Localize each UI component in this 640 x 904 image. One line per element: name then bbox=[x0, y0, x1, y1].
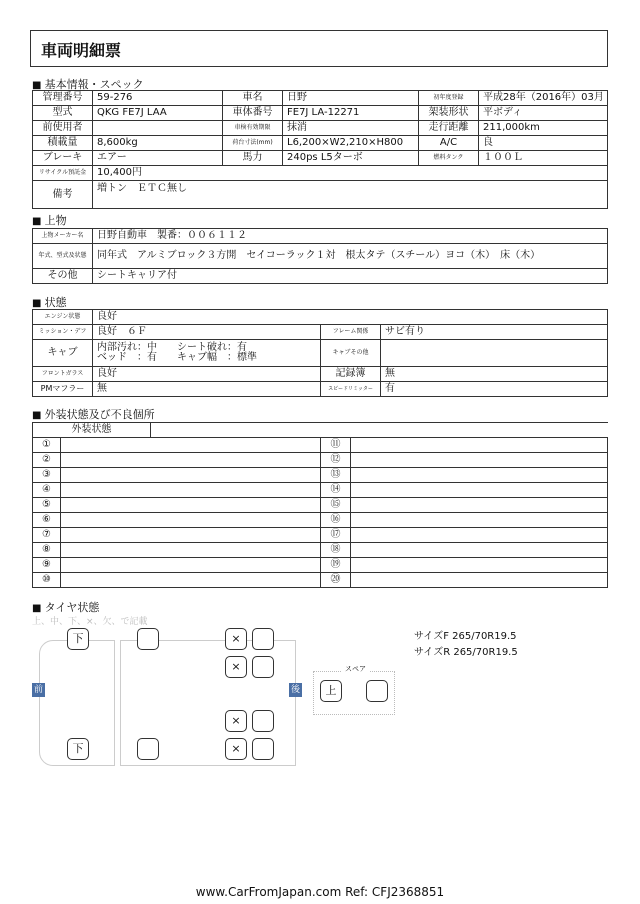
limiter-value: 有 bbox=[381, 382, 608, 397]
tire-front-left: 下 bbox=[67, 628, 89, 650]
record-label: 記録簿 bbox=[321, 367, 381, 382]
exterior-note bbox=[351, 468, 608, 483]
muffler-value: 無 bbox=[93, 382, 321, 397]
cab-line-1: 内部汚れ：中 シート破れ：有 bbox=[97, 342, 247, 353]
row-number: ⑭ bbox=[321, 483, 351, 498]
exterior-note bbox=[351, 483, 608, 498]
tire-rear-outer: × bbox=[225, 656, 247, 678]
exterior-row bbox=[33, 513, 608, 528]
tire-mid-left bbox=[137, 628, 159, 650]
row-number: ⑲ bbox=[321, 558, 351, 573]
row-number: ① bbox=[33, 438, 61, 453]
row-number: ⑦ bbox=[33, 528, 61, 543]
field-label: A/C bbox=[419, 136, 479, 151]
tire-rear-outer: × bbox=[225, 710, 247, 732]
row-number: ⑰ bbox=[321, 528, 351, 543]
exterior-note bbox=[351, 558, 608, 573]
exterior-note bbox=[351, 498, 608, 513]
tire-size-front: サイズF 265/70R19.5 bbox=[414, 631, 517, 642]
tire-rear-inner bbox=[252, 656, 274, 678]
field-label: 初年度登録 bbox=[419, 91, 479, 106]
section-basic-heading: ■ 基本情報・スペック bbox=[32, 76, 144, 92]
field-value: 良 bbox=[479, 136, 608, 151]
body-maker-label: 上物メーカー名 bbox=[33, 229, 93, 244]
field-label: ブレーキ bbox=[33, 151, 93, 166]
tire-rear-outer: × bbox=[225, 628, 247, 650]
exterior-header: 外装状態 bbox=[33, 423, 151, 438]
field-value: 59-276 bbox=[93, 91, 223, 106]
field-value: 抹消 bbox=[283, 121, 419, 136]
condition-table bbox=[32, 309, 608, 397]
field-label: 型式 bbox=[33, 106, 93, 121]
field-value: 211,000km bbox=[479, 121, 608, 136]
exterior-note bbox=[61, 483, 321, 498]
row-number: ⑮ bbox=[321, 498, 351, 513]
row-number: ⑤ bbox=[33, 498, 61, 513]
tire-front-right: 下 bbox=[67, 738, 89, 760]
exterior-note bbox=[351, 543, 608, 558]
field-value: FE7J LA-12271 bbox=[283, 106, 419, 121]
tire-rear-inner bbox=[252, 628, 274, 650]
field-label: 管理番号 bbox=[33, 91, 93, 106]
field-label: 車名 bbox=[223, 91, 283, 106]
field-value: 8,600kg bbox=[93, 136, 223, 151]
exterior-row bbox=[33, 543, 608, 558]
field-label: 積載量 bbox=[33, 136, 93, 151]
exterior-note bbox=[61, 453, 321, 468]
field-label: 架装形状 bbox=[419, 106, 479, 121]
field-value: 日野 bbox=[283, 91, 419, 106]
exterior-note bbox=[61, 438, 321, 453]
exterior-row bbox=[33, 528, 608, 543]
row-number: ⑧ bbox=[33, 543, 61, 558]
field-label: 車検有効期限 bbox=[223, 121, 283, 136]
exterior-note bbox=[351, 573, 608, 588]
field-value: 平成28年（2016年）03月 bbox=[479, 91, 608, 106]
body-maker-value: 日野自動車 製番：００６１１２ bbox=[93, 229, 608, 244]
field-label: 車体番号 bbox=[223, 106, 283, 121]
exterior-note bbox=[351, 438, 608, 453]
exterior-row bbox=[33, 483, 608, 498]
row-number: ② bbox=[33, 453, 61, 468]
exterior-note bbox=[351, 453, 608, 468]
record-value: 無 bbox=[381, 367, 608, 382]
tire-rear-outer: × bbox=[225, 738, 247, 760]
cab-label: キャブ bbox=[33, 340, 93, 367]
engine-value: 良好 bbox=[93, 310, 608, 325]
section-body-heading: ■ 上物 bbox=[32, 212, 67, 228]
section-condition-heading: ■ 状態 bbox=[32, 294, 67, 310]
body-table bbox=[32, 228, 608, 284]
tire-size-rear: サイズR 265/70R19.5 bbox=[414, 647, 518, 658]
exterior-row bbox=[33, 498, 608, 513]
row-number: ⑥ bbox=[33, 513, 61, 528]
basic-row bbox=[33, 106, 608, 121]
field-value: L6,200×W2,210×H800 bbox=[283, 136, 419, 151]
cab-other-label: キャブその他 bbox=[321, 340, 381, 367]
glass-label: フロントガラス bbox=[33, 367, 93, 382]
glass-value: 良好 bbox=[93, 367, 321, 382]
exterior-note bbox=[61, 498, 321, 513]
field-value: エアー bbox=[93, 151, 223, 166]
limiter-label: スピードリミッター bbox=[321, 382, 381, 397]
row-number: ⑨ bbox=[33, 558, 61, 573]
engine-label: エンジン状態 bbox=[33, 310, 93, 325]
body-spec-label: 年式、型式及状態 bbox=[33, 244, 93, 269]
frame-label: フレーム関係 bbox=[321, 325, 381, 340]
cab-line-2: ベッド ：有 キャブ幅 ：標準 bbox=[97, 352, 257, 363]
row-number: ⑩ bbox=[33, 573, 61, 588]
remarks-value: 増トン ＥＴＣ無し bbox=[93, 181, 608, 209]
front-label: 前 bbox=[33, 685, 43, 695]
section-tire-heading: ■ タイヤ状態 bbox=[32, 599, 99, 615]
tire-note: 上、中、下、×、欠、で記載 bbox=[32, 617, 148, 627]
exterior-note bbox=[61, 513, 321, 528]
field-value: QKG FE7J LAA bbox=[93, 106, 223, 121]
body-spec-value: 同年式 アルミブロック３方開 セイコーラック１対 根太タテ（スチール）ヨコ（木） 床（木） bbox=[93, 244, 608, 269]
tire-rear-inner bbox=[252, 738, 274, 760]
mission-label: ミッション・デフ bbox=[33, 325, 93, 340]
row-number: ⑪ bbox=[321, 438, 351, 453]
cab-other-value bbox=[381, 340, 608, 367]
row-number: ⑱ bbox=[321, 543, 351, 558]
tire-rear-inner bbox=[252, 710, 274, 732]
exterior-note bbox=[61, 528, 321, 543]
exterior-note bbox=[351, 513, 608, 528]
page-title: 車両明細票 bbox=[30, 30, 608, 67]
row-number: ⑳ bbox=[321, 573, 351, 588]
field-label: 燃料タンク bbox=[419, 151, 479, 166]
frame-value: サビ有り bbox=[381, 325, 608, 340]
remarks-label: 備考 bbox=[33, 181, 93, 209]
row-number: ⑯ bbox=[321, 513, 351, 528]
field-value bbox=[93, 121, 223, 136]
exterior-note bbox=[61, 468, 321, 483]
row-number: ③ bbox=[33, 468, 61, 483]
exterior-row bbox=[33, 468, 608, 483]
exterior-note bbox=[351, 528, 608, 543]
field-label: 走行距離 bbox=[419, 121, 479, 136]
tire-spare-2 bbox=[366, 680, 388, 702]
spare-label: スペア bbox=[342, 664, 369, 674]
exterior-row bbox=[33, 438, 608, 453]
row-number: ⑫ bbox=[321, 453, 351, 468]
mission-value: 良好 ６Ｆ bbox=[93, 325, 321, 340]
body-other-label: その他 bbox=[33, 269, 93, 284]
field-label: 荷台寸法(mm) bbox=[223, 136, 283, 151]
field-value: 240ps L5ターボ bbox=[283, 151, 419, 166]
tire-spare-1: 上 bbox=[320, 680, 342, 702]
section-exterior-heading: ■ 外装状態及び不良個所 bbox=[32, 406, 155, 422]
exterior-row bbox=[33, 453, 608, 468]
muffler-label: PMマフラー bbox=[33, 382, 93, 397]
field-value: １００Ｌ bbox=[479, 151, 608, 166]
exterior-note bbox=[61, 573, 321, 588]
footer-reference: www.CarFromJapan.com Ref: CFJ2368851 bbox=[195, 885, 445, 899]
basic-row bbox=[33, 91, 608, 106]
field-label: 前使用者 bbox=[33, 121, 93, 136]
basic-row bbox=[33, 121, 608, 136]
exterior-row bbox=[33, 573, 608, 588]
exterior-note bbox=[61, 543, 321, 558]
rear-label: 後 bbox=[290, 685, 300, 695]
body-other-value: シートキャリア付 bbox=[93, 269, 608, 284]
exterior-note bbox=[61, 558, 321, 573]
row-number: ④ bbox=[33, 483, 61, 498]
basic-row bbox=[33, 151, 608, 166]
recycle-label: リサイクル預託金 bbox=[33, 166, 93, 181]
field-label: 馬力 bbox=[223, 151, 283, 166]
field-value: 平ボディ bbox=[479, 106, 608, 121]
tire-mid-right bbox=[137, 738, 159, 760]
exterior-table bbox=[32, 422, 608, 588]
exterior-row bbox=[33, 558, 608, 573]
basic-row bbox=[33, 136, 608, 151]
basic-table bbox=[32, 90, 608, 209]
recycle-value: 10,400円 bbox=[93, 166, 608, 181]
row-number: ⑬ bbox=[321, 468, 351, 483]
